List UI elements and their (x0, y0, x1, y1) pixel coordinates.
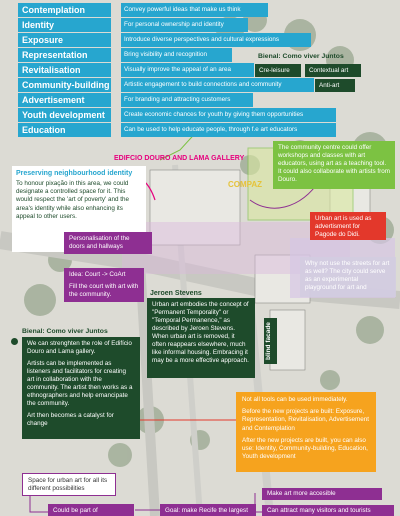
idea-court-text: Fill the court with art with the community. (69, 283, 139, 299)
legend-desc: Visually improve the appeal of an area (121, 63, 254, 77)
tools-p1: Not all tools can be used immediately. (242, 396, 348, 403)
legend-term: Youth development (18, 108, 111, 122)
legend-term: Identity (18, 18, 111, 32)
legend-term: Advertisement (18, 93, 111, 107)
jeroen-text: Urban art embodies the concept of "Permanent Temporality" or "Temporal Permanence," as described by Jeroen Stevens. When urban art is removed, it often reappears elsewhere, much like informal housing. Embracing it may be a more effective approach. (147, 298, 255, 378)
legend-desc: Artistic engagement to build connections and community (121, 78, 314, 92)
bienal-bottom-p2: Artists can be implemented as listeners and facilitators for creating art in collaboration with the community. The artist then works as a ethnographers and help emancipate the community. (27, 360, 133, 408)
legend-desc: Can be used to help educate people, through f.e art educators (121, 123, 336, 137)
tag-cre-leisure: Cre-leisure (255, 64, 301, 77)
blind-facade-label: blind facade (264, 318, 277, 364)
idea-court-box (64, 268, 144, 302)
bienal-bottom-p3: Art then becomes a catalyst for change (27, 412, 114, 428)
bienal-bullet-icon (11, 338, 18, 345)
personalisation-note: Personalisation of the doors and hallways (64, 232, 152, 254)
legend-desc: For branding and attracting customers (121, 93, 253, 107)
preserving-text: To honour pixação in this area, we could designate a controlled space for it. This would respect the 'art of poverty' and the area's identity while also enhancing its appeal to other users. (16, 180, 130, 220)
urban-art-advertisement-note: Urban art is used as advertisment for Pagode do Didi. (310, 212, 386, 240)
preserving-title: Preserving neighbourhood identity (16, 170, 133, 177)
legend-desc: Bring visibility and recognition (121, 48, 232, 62)
tag-anti-art: Anti-art (315, 79, 355, 92)
legend-desc: For personal ownership and identity (121, 18, 248, 32)
bienal-bottom-p1: We can strenghten the role of Edifício Douro and Lama gallery. (27, 340, 132, 356)
community-centre-note: The community centre could offer workshops and classes with art educators, using art as a teaching tool. It could also collaborate with artists from Douro. (273, 141, 395, 189)
space-for-urban-art: Space for urban art for all its different possibilities (22, 473, 116, 496)
legend-term: Exposure (18, 33, 111, 47)
tools-p3: After the new projects are built, you can also use: Identity, Community-building, Education, Youth development (242, 436, 368, 461)
legend-desc: Convey powerful ideas that make us think (121, 3, 268, 17)
legend-term: Education (18, 123, 111, 137)
bienal-bottom-title: Bienal: Como viver Juntos (22, 328, 108, 335)
compaz-label: COMPAZ (228, 180, 263, 189)
attract-visitors: Can attract many visitors and tourists (262, 505, 394, 516)
gallery-title: EDIFCIO DOURO AND LAMA GALLERY (114, 155, 245, 162)
idea-court-title: Idea: Court -> CoArt (69, 271, 126, 278)
legend-term: Representation (18, 48, 111, 62)
legend-desc: Create economic chances for youth by giving them opportunities (121, 108, 336, 122)
why-not-streets-note: Why not use the streets for art as well? The city could serve as an experimental playground for art and (300, 257, 396, 297)
tag-contextual-art: Contextual art (305, 64, 361, 77)
make-art-accessible: Make art more accesible (262, 488, 382, 500)
bienal-bottom-box (22, 337, 140, 439)
tools-box (236, 392, 376, 472)
goal-largest: Goal: make Recife the largest (160, 504, 256, 516)
could-be-part-of: Could be part of (48, 504, 134, 516)
legend-desc: Introduce diverse perspectives and cultural expressions (121, 33, 311, 47)
bienal-top-title: Bienal: Como viver Juntos (258, 53, 344, 60)
legend-term: Contemplation (18, 3, 111, 17)
legend-term: Community-building (18, 78, 111, 92)
tools-p2: Before the new projects are built: Exposure, Representation, Revitalisation, Advertisement and Contemplation (242, 408, 370, 432)
legend-term: Revitalisation (18, 63, 111, 77)
jeroen-title: Jeroen Stevens (150, 290, 202, 297)
